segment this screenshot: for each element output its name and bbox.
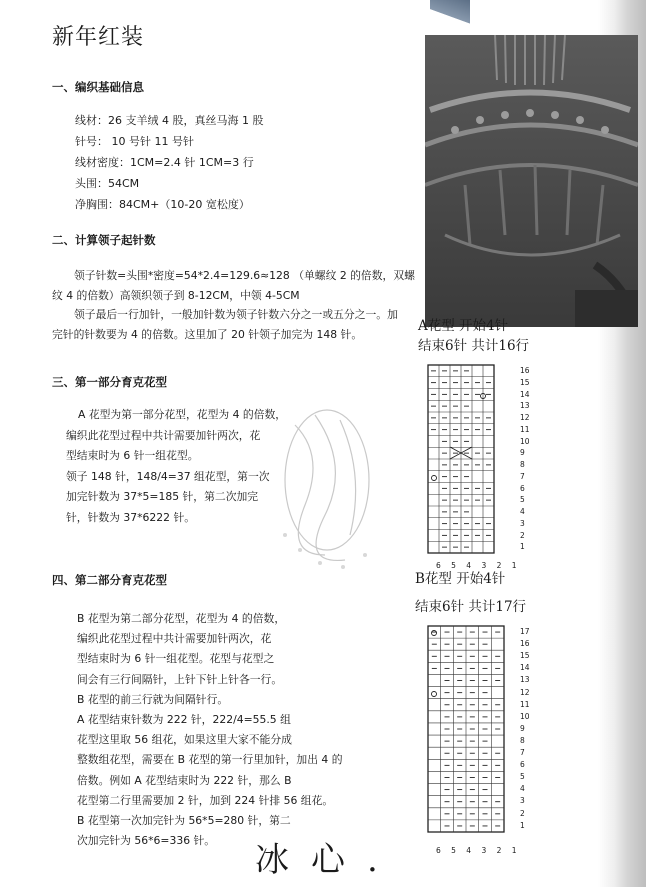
section3-line: 领子 148 针，148/4=37 组花型，第一次 [66,469,270,483]
sweater-photo [425,35,638,327]
faint-yarn-illustration [265,385,390,585]
spec-needle: 针号： 10 号针 11 号针 [75,135,194,148]
section4-line: B 花型第一次加完针为 56*5=280 针，第二 [77,814,291,828]
row-number: 12 [520,413,530,422]
row-number: 8 [520,735,525,745]
section4-line: 间会有三行间隔针，上针下针上针各一行。 [77,672,283,686]
row-number: 6 [520,483,525,493]
section4-line: 次加完针为 56*6=336 针。 [77,834,216,848]
row-number: 13 [520,675,530,685]
section4-body [77,609,362,851]
chartB-line2: 结束6针 共计17行 [415,599,527,615]
signature: 冰心. [255,840,400,880]
spec-chest: 净胸围：84CM+（10-20 宽松度） [75,198,250,211]
row-number: 5 [520,772,525,782]
chartA-line2: 结束6针 共计16行 [418,338,530,354]
section3-body [66,405,296,528]
row-number: 6 [520,760,525,770]
section3-line: A 花型为第一部分花型，花型为 4 的倍数， [78,408,287,421]
row-number: 1 [520,542,525,552]
section1-body [75,114,263,212]
row-number: 11 [520,699,530,709]
row-number: 9 [520,448,525,458]
spec-head: 头围：54CM [75,177,140,190]
row-number: 5 [520,495,525,505]
spec-gauge: 线材密度：1CM=2.4 针 1CM=3 行 [75,156,254,169]
section4-line: B 花型的前三行就为间隔针行。 [77,692,229,706]
row-number: 9 [520,723,525,733]
row-number: 2 [520,530,525,540]
section2-body [52,266,417,344]
row-number: 11 [520,424,530,434]
corner-tape [430,0,470,28]
row-number: 15 [520,377,530,387]
section4-line: 型结束时为 6 针一组花型。花型与花型之 [77,652,275,666]
section4-line: 花型第二行里需要加 2 针，加到 224 针排 56 组花。 [77,793,334,807]
row-number: 13 [520,401,530,411]
row-number: 1 [520,820,525,830]
chartB-col-numbers: 6 5 4 3 2 1 [436,846,521,855]
section4-line: 编织此花型过程中共计需要加针两次，花 [77,632,272,646]
section4-line: 倍数。例如 A 花型结束时为 222 针，那么 B [77,773,292,787]
section3-line: 针，针数为 37*6222 针。 [66,510,196,524]
row-number: 2 [520,808,525,818]
section3-line: 编织此花型过程中共计需要加针两次，花 [66,428,261,442]
row-number: 16 [520,366,530,375]
row-number: 3 [520,796,525,806]
section3-line: 型结束时为 6 针一组花型。 [66,449,199,462]
row-number: 10 [520,711,530,721]
row-number: 8 [520,460,525,469]
row-number: 3 [520,518,525,528]
section2-line: 完针的针数要为 4 的倍数。这里加了 20 针领子加完为 148 针。 [52,327,363,341]
section2-line: 领子最后一行加针，一般加针数为领子针数六分之一或五分之一。加 [74,308,398,321]
sweater-illustration [425,35,638,327]
section3-heading: 三、第一部分育克花型 [52,375,167,389]
section2-line: 领子针数=头围*密度=54*2.4=129.6≈128 （单螺纹 2 的倍数，双螺 [74,269,415,282]
chartA-line1: A花型 开始4针 [418,318,509,334]
section4-line: A 花型结束针数为 222 针，222/4=55.5 组 [77,713,291,727]
section4-line: 花型这里取 56 组花，如果这里大家不能分成 [77,733,292,747]
section4-line: 整数组花型，需要在 B 花型的第一行里加针，加出 4 的 [77,753,343,767]
row-number: 14 [520,663,530,673]
row-number: 15 [520,651,530,661]
row-number: 16 [520,639,530,649]
section4-heading: 四、第二部分育克花型 [52,573,167,587]
row-number: 10 [520,436,530,446]
section2-heading: 二、计算领子起针数 [52,233,156,247]
row-number: 14 [520,389,530,399]
section2-line: 纹 4 的倍数）高领织领子到 8-12CM，中领 4-5CM [52,288,300,302]
section3-line: 加完针数为 37*5=185 针，第二次加完 [66,490,259,503]
row-number: 17 [520,627,530,636]
section1-heading: 一、编织基础信息 [52,80,144,94]
row-number: 12 [520,687,530,697]
spec-yarn: 线材：26 支羊绒 4 股，真丝马海 1 股 [75,114,264,127]
page-title: 新年红装 [52,25,145,50]
chartA-col-numbers: 6 5 4 3 2 1 [436,561,521,570]
row-number: 7 [520,748,525,757]
section4-line: B 花型为第二部分花型，花型为 4 的倍数， [77,612,286,625]
row-number: 4 [520,784,525,794]
row-number: 4 [520,507,525,516]
chartB-line1: B花型 开始4针 [415,571,506,587]
row-number: 7 [520,471,525,481]
chartB-grid [427,625,527,837]
